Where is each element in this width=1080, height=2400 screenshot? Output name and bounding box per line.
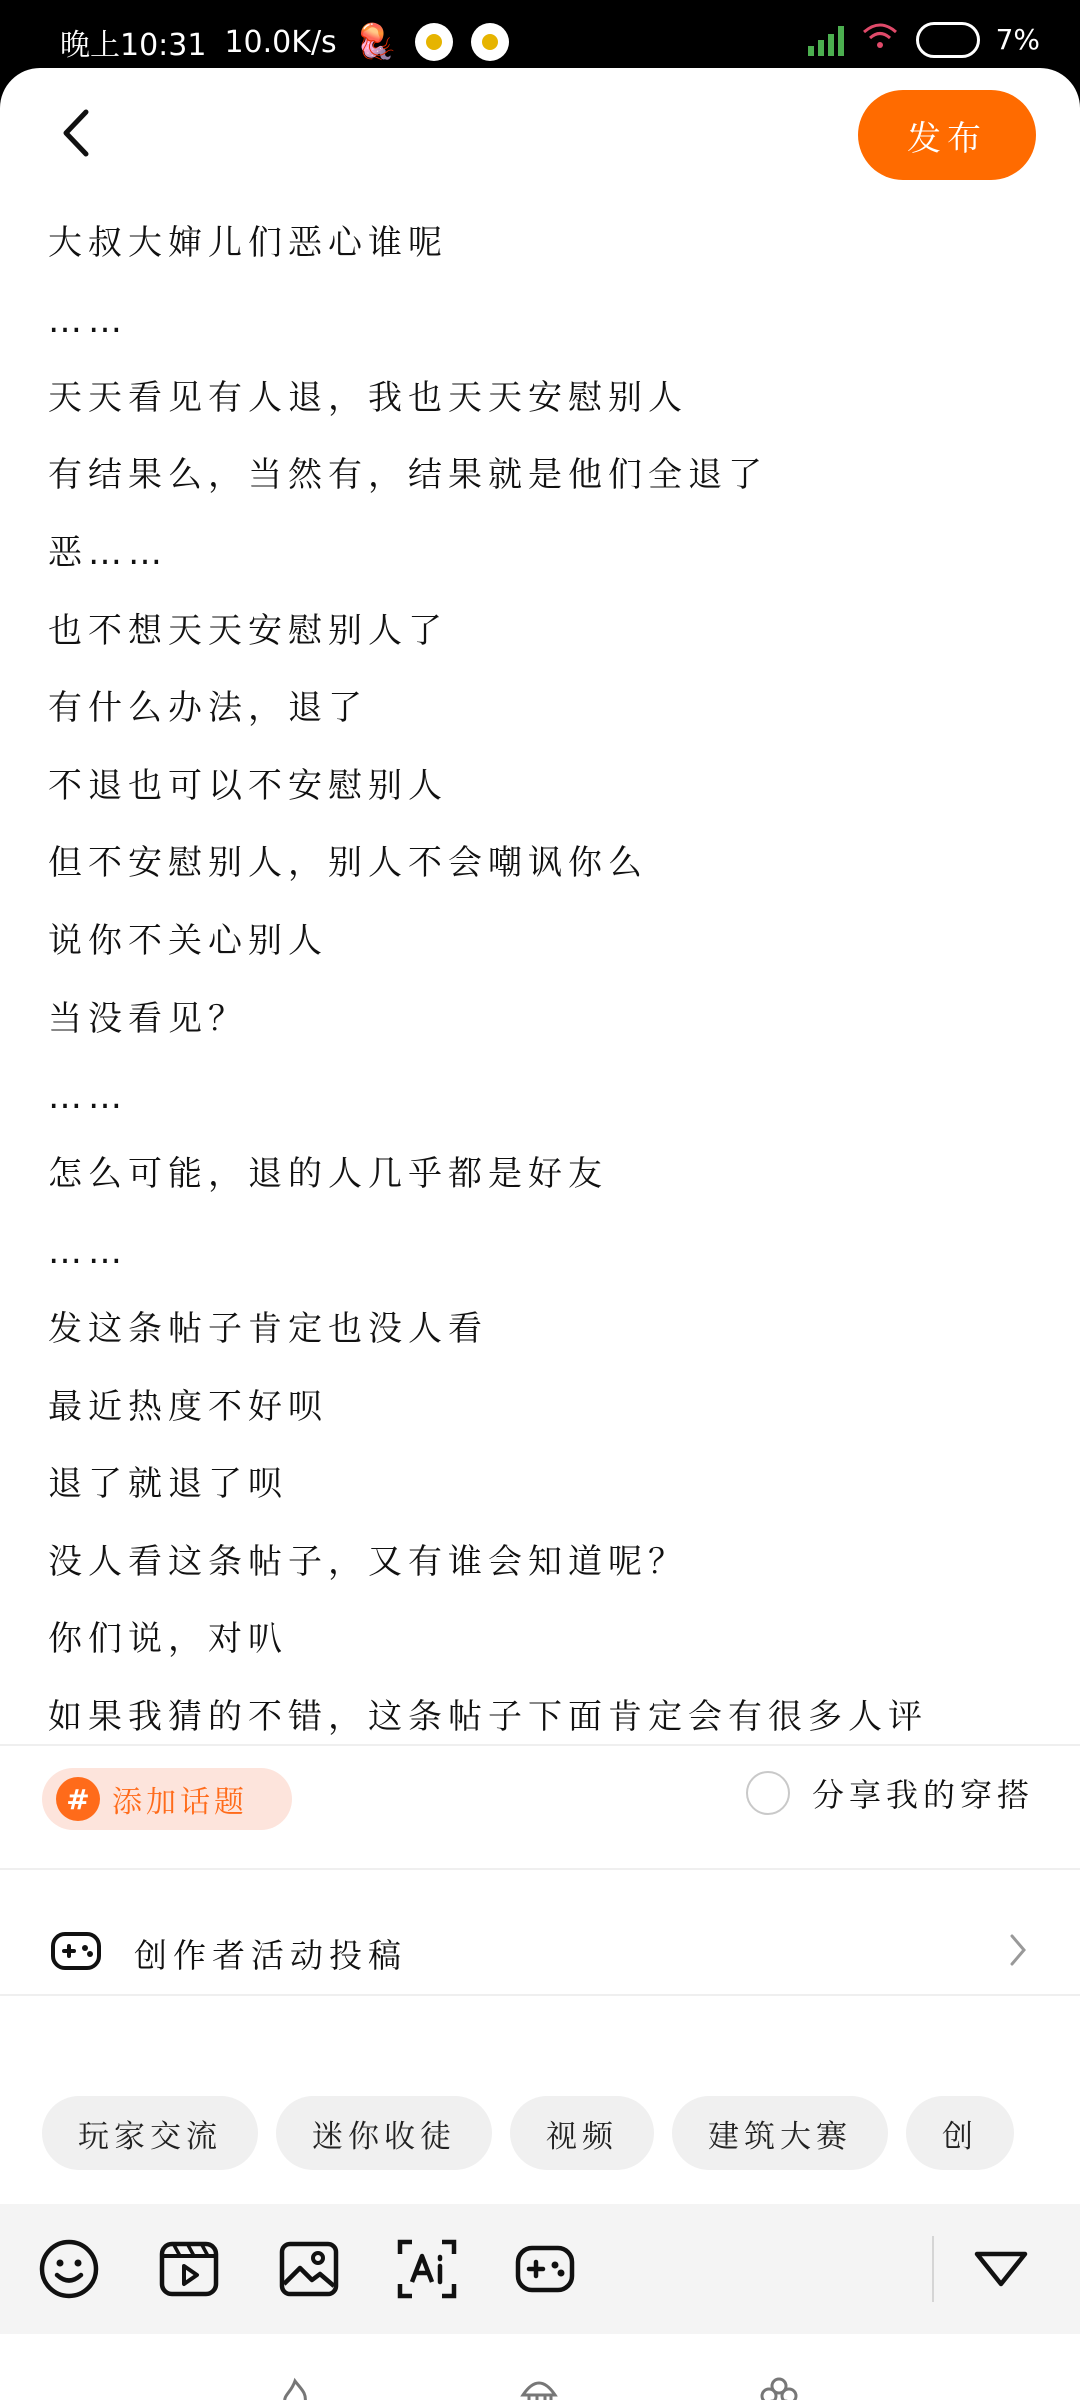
publish-button[interactable]: 发布	[858, 90, 1036, 180]
chevron-right-icon	[1008, 1932, 1028, 1972]
status-right	[808, 20, 1040, 59]
image-icon[interactable]	[276, 2236, 342, 2302]
post-line: 恶……	[48, 532, 168, 573]
signal-icon	[808, 24, 844, 56]
post-line: 有什么办法，退了	[48, 688, 368, 729]
jellyfish-icon: 🪼	[354, 22, 398, 62]
flame-icon[interactable]	[272, 2374, 318, 2400]
post-line: ……	[48, 301, 128, 342]
creator-activity-label: 创作者活动投稿	[134, 1936, 407, 1975]
post-line: 最近热度不好呗	[48, 1386, 328, 1427]
post-text-area[interactable]	[48, 200, 1038, 1800]
post-line: 当没看见？	[48, 998, 248, 1039]
post-line: 如果我猜的不错，这条帖子下面肯定会有很多人评	[48, 1696, 928, 1737]
post-line: ……	[48, 1077, 128, 1118]
jellyfish-icon[interactable]	[516, 2374, 562, 2400]
chevron-left-icon	[58, 108, 92, 158]
divider	[0, 1994, 1080, 1996]
tag-chip[interactable]: 建筑大赛	[672, 2096, 888, 2170]
system-nav-bar	[0, 2334, 1080, 2400]
status-left	[60, 20, 509, 64]
status-time: 晚上10:31	[60, 28, 207, 63]
game-icon[interactable]	[512, 2236, 578, 2302]
emoji-icon[interactable]	[36, 2236, 102, 2302]
post-line: 也不想天天安慰别人了	[48, 610, 448, 651]
toolbar-separator	[932, 2236, 934, 2302]
tag-chip[interactable]: 玩家交流	[42, 2096, 258, 2170]
tag-chip[interactable]: 创	[906, 2096, 1014, 2170]
topic-row	[0, 1748, 1080, 1848]
divider	[0, 1868, 1080, 1870]
status-speed: 10.0K/s	[224, 24, 337, 60]
wifi-icon	[860, 20, 900, 59]
editor-toolbar	[0, 2204, 1080, 2334]
tag-chip[interactable]: 视频	[510, 2096, 654, 2170]
post-line: ……	[48, 1232, 128, 1273]
back-button[interactable]	[40, 98, 110, 168]
app-notification-icon	[415, 23, 453, 61]
share-outfit-radio[interactable]	[746, 1771, 790, 1815]
status-bar	[0, 0, 1080, 78]
ai-text-icon[interactable]	[394, 2236, 460, 2302]
share-outfit-label: 分享我的穿搭	[811, 1776, 1034, 1814]
flower-icon[interactable]	[756, 2374, 802, 2400]
divider	[0, 1744, 1080, 1746]
collapse-icon[interactable]	[968, 2236, 1034, 2302]
post-line: 不退也可以不安慰别人	[48, 765, 448, 806]
post-line: 天天看见有人退，我也天天安慰别人	[48, 377, 688, 418]
battery-percent: 7%	[995, 23, 1040, 56]
add-topic-button[interactable]	[42, 1768, 292, 1830]
gamepad-icon	[50, 1926, 102, 1978]
video-icon[interactable]	[156, 2236, 222, 2302]
post-line: 有结果么，当然有，结果就是他们全退了	[48, 455, 768, 496]
post-line: 但不安慰别人，别人不会嘲讽你么	[48, 843, 648, 884]
hash-icon: #	[56, 1777, 100, 1821]
post-editor	[0, 68, 1080, 2400]
post-line: 怎么可能，退的人几乎都是好友	[48, 1153, 608, 1194]
app-notification-icon-2	[471, 23, 509, 61]
share-outfit-option[interactable]	[746, 1770, 1034, 1816]
post-line: 发这条帖子肯定也没人看	[48, 1308, 488, 1349]
tag-suggestions	[0, 2078, 1036, 2182]
add-topic-label: 添加话题	[112, 1785, 248, 1820]
post-line: 你们说，对叭	[48, 1619, 288, 1660]
post-line: 退了就退了呗	[48, 1464, 288, 1505]
post-line: 大叔大婶儿们恶心谁呢	[48, 222, 448, 263]
tag-chip[interactable]: 迷你收徒	[276, 2096, 492, 2170]
post-line: 没人看这条帖子，又有谁会知道呢？	[48, 1541, 688, 1582]
post-line: 说你不关心别人	[48, 920, 328, 961]
battery-icon	[916, 22, 980, 58]
